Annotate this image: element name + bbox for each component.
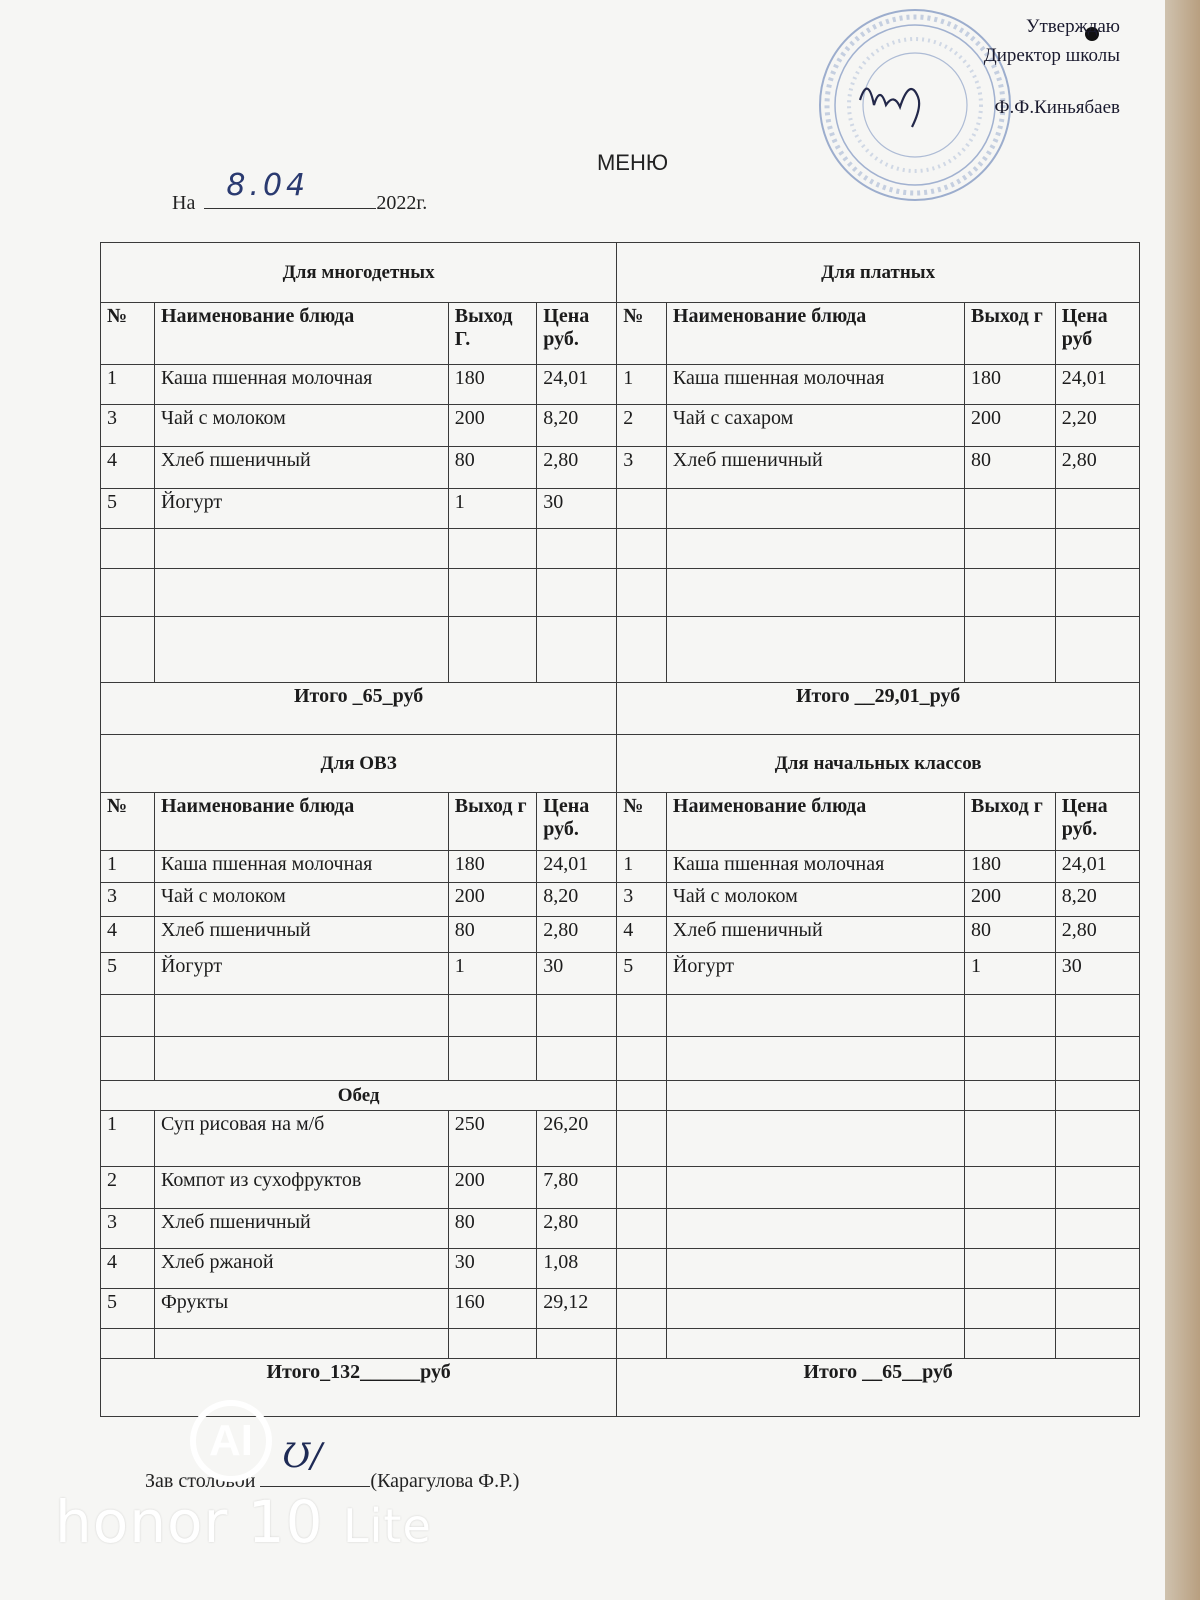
total-platnye: Итого __29,01_руб <box>617 683 1140 735</box>
row-num: 5 <box>101 489 155 529</box>
table-row <box>101 365 1140 405</box>
menu-table <box>100 242 1140 1417</box>
row-num: 1 <box>617 851 667 883</box>
row-num: 1 <box>101 1111 155 1167</box>
row-price: 30 <box>1055 953 1139 995</box>
table-row <box>101 447 1140 489</box>
signature-blank <box>260 1436 370 1487</box>
table-row <box>101 883 1140 917</box>
date-blank <box>204 168 376 209</box>
row-dish: Каша пшенная молочная <box>154 851 448 883</box>
row-yield: 30 <box>448 1249 537 1289</box>
row-yield: 200 <box>448 405 537 447</box>
row-dish: Хлеб пшеничный <box>666 447 964 489</box>
empty-cell <box>666 489 964 529</box>
brand-watermark <box>55 1488 432 1556</box>
date-suffix: 2022г. <box>376 192 428 214</box>
row-dish: Йогурт <box>666 953 964 995</box>
col-header-name: Наименование блюда <box>666 303 964 365</box>
row-price: 2,80 <box>537 917 617 953</box>
row-num: 3 <box>101 1209 155 1249</box>
section-title-ovz: Для ОВЗ <box>101 735 617 793</box>
row-num: 5 <box>101 1289 155 1329</box>
row-num: 4 <box>617 917 667 953</box>
row-yield: 200 <box>448 883 537 917</box>
row-yield: 80 <box>448 917 537 953</box>
row-price: 26,20 <box>537 1111 617 1167</box>
row-dish: Хлеб пшеничный <box>154 917 448 953</box>
menu-sheet <box>100 242 1140 1462</box>
col-header-price: Цена руб. <box>537 303 617 365</box>
row-dish: Йогурт <box>154 953 448 995</box>
footer-label: Зав столовой <box>145 1470 256 1492</box>
col-header-price: Цена руб. <box>537 793 617 851</box>
row-num: 3 <box>101 883 155 917</box>
row-dish: Суп рисовая на м/б <box>154 1111 448 1167</box>
col-header-name: Наименование блюда <box>154 303 448 365</box>
empty-row <box>101 1329 1140 1359</box>
row-dish: Хлеб пшеничный <box>666 917 964 953</box>
table-edge-background <box>1165 0 1200 1600</box>
row-yield: 180 <box>964 365 1055 405</box>
row-price: 29,12 <box>537 1289 617 1329</box>
row-dish: Чай с молоком <box>154 883 448 917</box>
empty-row <box>101 617 1140 683</box>
row-price: 2,80 <box>537 1209 617 1249</box>
row-yield: 80 <box>964 917 1055 953</box>
row-yield: 250 <box>448 1111 537 1167</box>
row-price: 2,20 <box>1055 405 1139 447</box>
table-row <box>101 405 1140 447</box>
brand-name: honor 10 <box>55 1488 324 1556</box>
row-yield: 1 <box>448 489 537 529</box>
approval-block <box>900 12 1120 122</box>
approval-line-position: Директор школы <box>983 45 1120 67</box>
table-row <box>101 489 1140 529</box>
row-num: 1 <box>101 851 155 883</box>
row-num: 1 <box>617 365 667 405</box>
table-row <box>101 917 1140 953</box>
row-price: 24,01 <box>537 851 617 883</box>
date-row <box>172 168 428 215</box>
empty-row <box>101 1037 1140 1081</box>
row-price: 8,20 <box>1055 883 1139 917</box>
row-num: 2 <box>617 405 667 447</box>
row-yield: 1 <box>448 953 537 995</box>
approval-line-name: Ф.Ф.Киньябаев <box>994 96 1120 118</box>
row-dish: Хлеб пшеничный <box>154 1209 448 1249</box>
col-header-price: Цена руб. <box>1055 793 1139 851</box>
table-row <box>101 1111 1140 1167</box>
row-price: 24,01 <box>537 365 617 405</box>
section-title-obed: Обед <box>101 1081 617 1111</box>
ai-badge: AI <box>190 1400 272 1482</box>
row-price: 30 <box>537 489 617 529</box>
col-header-num: № <box>101 793 155 851</box>
row-yield: 180 <box>964 851 1055 883</box>
row-yield: 80 <box>448 447 537 489</box>
approval-line-approve: Утверждаю <box>1026 16 1120 37</box>
table-row <box>101 1209 1140 1249</box>
empty-cell <box>617 489 667 529</box>
col-header-name: Наименование блюда <box>154 793 448 851</box>
row-num: 1 <box>101 365 155 405</box>
row-price: 1,08 <box>537 1249 617 1289</box>
section-title-platnye: Для платных <box>617 243 1140 303</box>
section-title-mnogodetnye: Для многодетных <box>101 243 617 303</box>
footer-signature-name: (Карагулова Ф.Р.) <box>370 1470 520 1492</box>
row-price: 24,01 <box>1055 365 1139 405</box>
row-yield: 80 <box>964 447 1055 489</box>
total-mnogodetnye: Итого _65_руб <box>101 683 617 735</box>
row-num: 2 <box>101 1167 155 1209</box>
row-dish: Каша пшенная молочная <box>154 365 448 405</box>
row-yield: 180 <box>448 365 537 405</box>
row-num: 5 <box>101 953 155 995</box>
row-yield: 180 <box>448 851 537 883</box>
row-dish: Компот из сухофруктов <box>154 1167 448 1209</box>
row-price: 30 <box>537 953 617 995</box>
row-num: 3 <box>101 405 155 447</box>
row-num: 5 <box>617 953 667 995</box>
empty-row <box>101 569 1140 617</box>
row-yield: 1 <box>964 953 1055 995</box>
row-dish: Каша пшенная молочная <box>666 365 964 405</box>
col-header-num: № <box>101 303 155 365</box>
col-header-yield: Выход г <box>964 793 1055 851</box>
table-row <box>101 1249 1140 1289</box>
date-prefix: На <box>172 192 196 214</box>
total-obed: Итого_132______руб <box>101 1359 617 1417</box>
row-dish: Чай с молоком <box>666 883 964 917</box>
col-header-num: № <box>617 303 667 365</box>
empty-row <box>101 995 1140 1037</box>
total-nachalnye: Итого __65__руб <box>617 1359 1140 1417</box>
table-row <box>101 953 1140 995</box>
table-row <box>101 1289 1140 1329</box>
row-num: 4 <box>101 447 155 489</box>
row-dish: Фрукты <box>154 1289 448 1329</box>
date-handwritten: 8.04 <box>226 168 310 203</box>
row-price: 2,80 <box>1055 917 1139 953</box>
row-price: 2,80 <box>537 447 617 489</box>
row-num: 4 <box>101 1249 155 1289</box>
table-row <box>101 1167 1140 1209</box>
row-dish: Хлеб ржаной <box>154 1249 448 1289</box>
empty-row <box>101 529 1140 569</box>
row-price: 24,01 <box>1055 851 1139 883</box>
row-dish: Йогурт <box>154 489 448 529</box>
row-price: 2,80 <box>1055 447 1139 489</box>
brand-model: Lite <box>343 1499 432 1553</box>
row-dish: Каша пшенная молочная <box>666 851 964 883</box>
row-yield: 200 <box>964 405 1055 447</box>
row-dish: Чай с сахаром <box>666 405 964 447</box>
col-header-yield: Выход Г. <box>448 303 537 365</box>
handwritten-signature-icon: Ʊ/ <box>282 1436 323 1476</box>
empty-cell <box>964 489 1055 529</box>
row-yield: 200 <box>964 883 1055 917</box>
col-header-yield: Выход г <box>964 303 1055 365</box>
col-header-num: № <box>617 793 667 851</box>
row-dish: Хлеб пшеничный <box>154 447 448 489</box>
row-yield: 80 <box>448 1209 537 1249</box>
row-num: 4 <box>101 917 155 953</box>
row-price: 8,20 <box>537 405 617 447</box>
row-yield: 200 <box>448 1167 537 1209</box>
col-header-price: Цена руб <box>1055 303 1139 365</box>
empty-cell <box>1055 489 1139 529</box>
row-price: 8,20 <box>537 883 617 917</box>
table-row <box>101 851 1140 883</box>
row-num: 3 <box>617 883 667 917</box>
col-header-yield: Выход г <box>448 793 537 851</box>
row-dish: Чай с молоком <box>154 405 448 447</box>
col-header-name: Наименование блюда <box>666 793 964 851</box>
row-price: 7,80 <box>537 1167 617 1209</box>
page-title: МЕНЮ <box>596 150 669 175</box>
row-yield: 160 <box>448 1289 537 1329</box>
section-title-nachalnye: Для начальных классов <box>617 735 1140 793</box>
row-num: 3 <box>617 447 667 489</box>
